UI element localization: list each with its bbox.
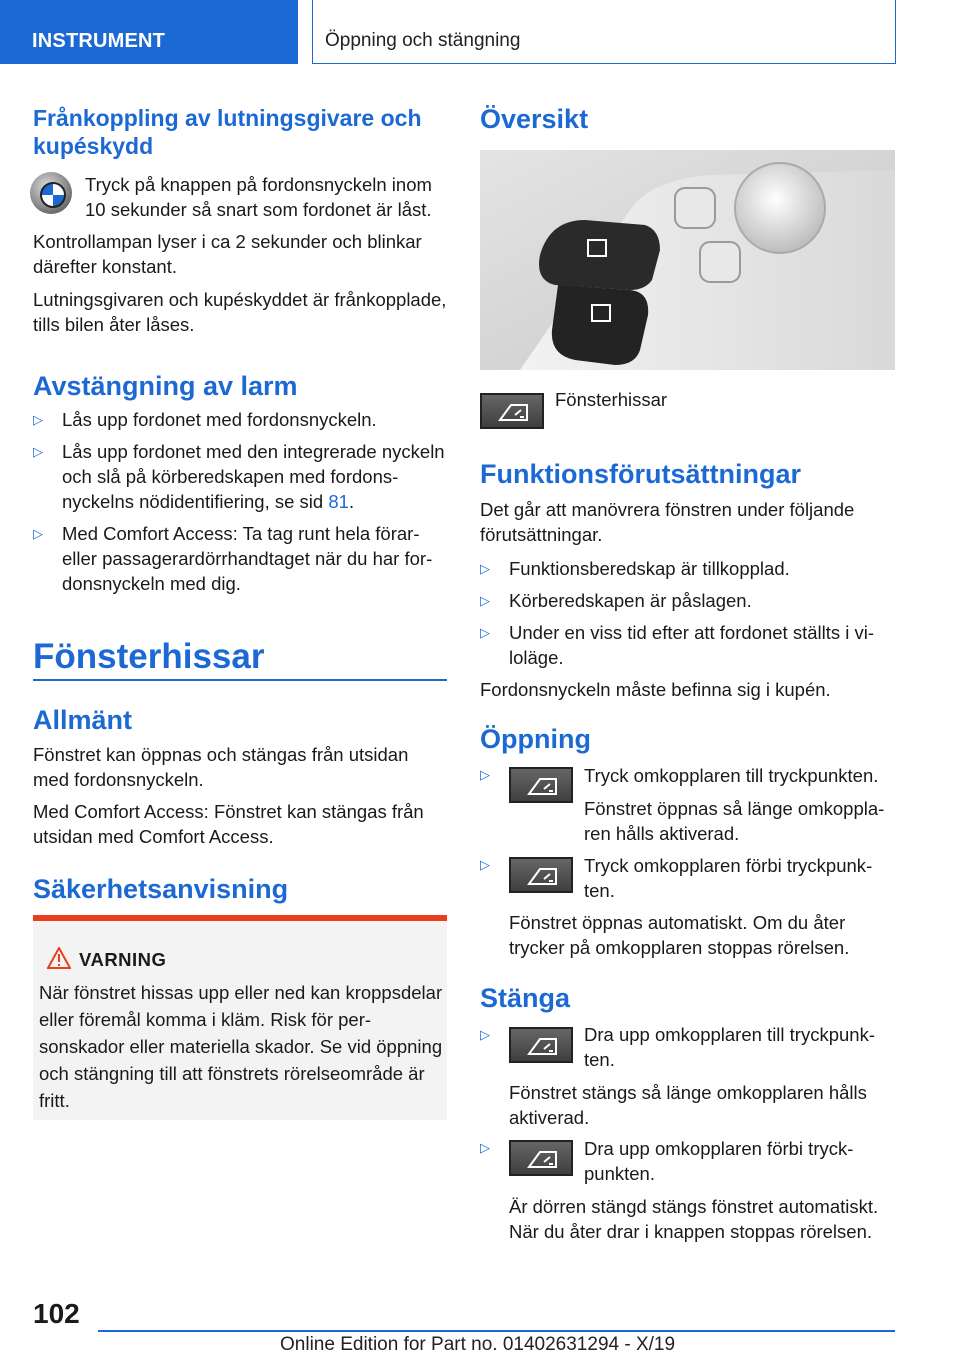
section-divider [33,679,447,681]
frankoppling-p1: Kontrollampan lyser i ca 2 sekunder och blinkar därefter konstant. [33,231,422,277]
allmant-p2: Med Comfort Access: Fönstret kan stängas från utsidan med Comfort Access. [33,801,424,847]
list-item: ▷ Funktionsberedskap är tillkopplad. [480,556,895,581]
heading-frankoppling: Frånkoppling av lutningsgivare och kupéskydd [33,105,422,159]
window-switch-icon [480,393,544,429]
window-switch-photo [480,150,895,370]
stanga-1a: Dra upp omkopplaren till tryckpunkten. [584,1024,875,1070]
heading-stanga: Stänga [480,983,571,1013]
funktion-p2: Fordonsnyckeln måste befinna sig i kupén. [480,679,831,700]
avstangning-list [33,407,447,596]
bullet-icon: ▷ [480,857,490,872]
page-link[interactable]: 81 [328,491,349,512]
warning-box [33,915,447,1120]
heading-oversikt: Översikt [480,104,589,134]
window-switch-icon [509,1027,573,1063]
list-item: ▷ Körberedskapen är påslagen. [480,588,895,613]
window-switch-icon [509,1140,573,1176]
allmant-p1: Fönstret kan öppnas och stängas från utsidan med fordonsnyckeln. [33,744,409,790]
section-tab [0,0,298,64]
heading-fonsterhissar: Fönsterhissar [33,637,265,676]
oppning-1b: Fönstret öppnas så länge omkopplaren hålls aktiverad. [584,798,885,844]
footer-edition: Online Edition for Part no. 01402631294 - X/19 [280,1334,676,1355]
frankoppling-key-text: Tryck på knappen på fordonsnyckeln inom 10 sekunder så snart som fordonet är låst. [85,174,432,220]
bullet-icon: ▷ [480,1027,490,1042]
window-switch-icon [509,857,573,893]
list-item: ▷ Lås upp fordonet med fordonsnyckeln. [33,407,447,432]
stanga-2b: Är dörren stängd stängs fönstret automatiskt. När du åter drar i knappen stoppas rörelsen. [509,1196,879,1242]
stanga-1b: Fönstret stängs så länge omkopplaren hålls aktiverad. [509,1082,867,1128]
list-item: ▷ Lås upp fordonet med den integrerade nyckeln och slå på körberedskapen med fordonsnyckelns nödidentifiering, se sid 81. [33,439,447,514]
warning-icon [47,947,71,969]
oppning-2a: Tryck omkopplaren förbi tryckpunkten. [584,855,873,901]
page-number: 102 [33,1298,80,1329]
window-switch-icon [509,767,573,803]
list-item: ▷ Med Comfort Access: Ta tag runt hela förar- eller passagerardörrhandtaget när du har fordonsnyckeln med dig. [33,521,447,596]
stanga-2a: Dra upp omkopplaren förbi tryckpunkten. [584,1138,854,1184]
heading-oppning: Öppning [480,724,591,754]
section-title: INSTRUMENT [32,30,166,52]
footer-divider [98,1330,895,1332]
bullet-icon: ▷ [480,1140,490,1155]
bmw-key-icon [30,172,72,214]
oppning-1a: Tryck omkopplaren till tryckpunkten. [584,765,879,786]
icon-caption: Fönsterhissar [555,389,668,410]
chapter-tab [312,0,896,64]
warning-text: När fönstret hissas upp eller ned kan kroppsdelar eller föremål komma i kläm. Risk för personskador eller materiella skador. Se vid öppning och stängning till att fönstrets rörelseområde är fritt. [39,982,443,1111]
window-switch-image [480,150,895,370]
list-item: ▷ Under en viss tid efter att fordonet ställts i viloläge. [480,620,895,670]
frankoppling-p2: Lutningsgivaren och kupéskyddet är frånkopplade, tills bilen åter låses. [33,289,447,335]
chapter-title: Öppning och stängning [325,30,521,51]
heading-avstangning: Avstängning av larm [33,371,298,401]
warning-title: VARNING [79,949,167,970]
funktion-list [480,556,895,670]
heading-funktion: Funktionsförutsättningar [480,459,801,489]
oppning-2b: Fönstret öppnas automatiskt. Om du åter trycker på omkopplaren stoppas rörelsen. [509,912,850,958]
funktion-p: Det går att manövrera fönstren under följande förutsättningar. [480,499,855,545]
heading-sakerhet: Säkerhetsanvisning [33,874,289,904]
bullet-icon: ▷ [480,767,490,782]
heading-allmant: Allmänt [33,705,133,735]
